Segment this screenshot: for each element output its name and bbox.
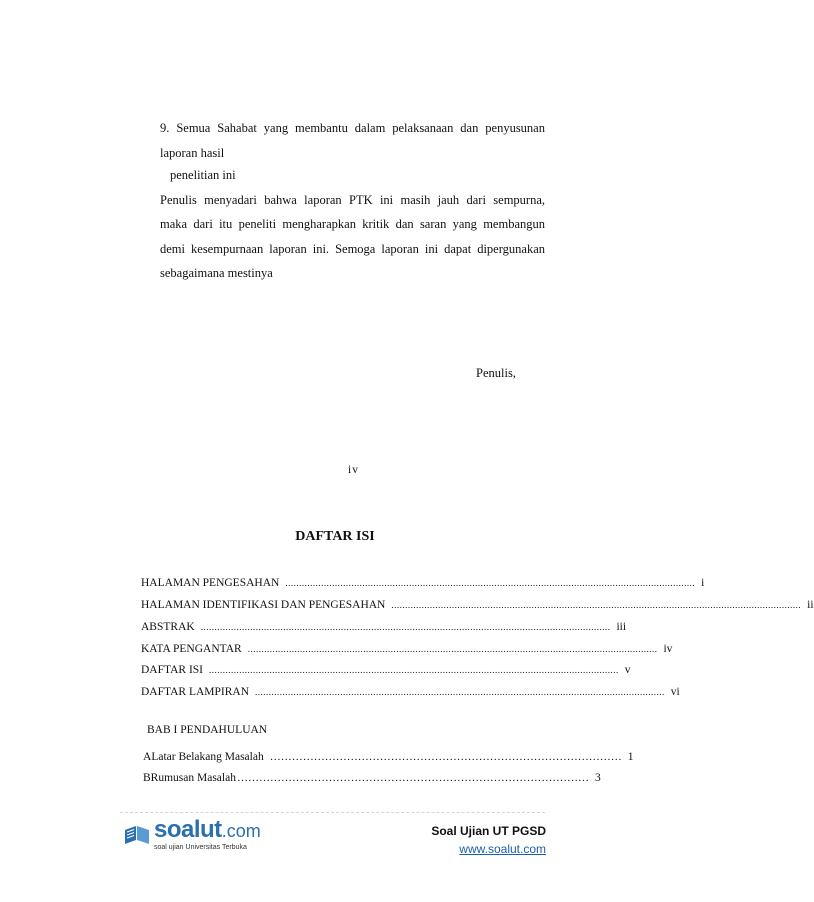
toc-entry-page: i: [701, 577, 705, 589]
toc-entry[interactable]: [141, 577, 705, 595]
logo-tagline: soal ujian Universitas Terbuka: [154, 844, 247, 851]
footer-divider: [120, 812, 545, 813]
toc-entry-label: KATA PENGANTAR: [141, 643, 242, 655]
closing-line-4: sebagaimana mestinya: [160, 266, 273, 280]
closing-line-1: Penulis menyadari bahwa laporan PTK ini masih jauh dari sempurna,: [160, 192, 545, 207]
logo-suffix: .com: [221, 821, 261, 841]
brand-title: Soal Ujian UT PGSD: [431, 824, 546, 838]
item-9-line-3: penelitian ini: [170, 168, 236, 182]
signature: Penulis,: [476, 366, 516, 380]
dot-leader: .....................................................................................................................................................: [247, 644, 658, 654]
toc-entry-page: ii: [807, 599, 814, 611]
toc-entry-label: HALAMAN IDENTIFIKASI DAN PENGESAHAN: [141, 599, 386, 611]
dot-leader: .....................................................................................................................................................: [255, 687, 665, 697]
dot-leader: .....................................................................................................................................................: [391, 600, 802, 610]
dot-leader: .....................................................................................................................................................: [209, 665, 619, 675]
toc-subentry-page: 3: [594, 772, 601, 784]
toc-entry-page: vi: [670, 686, 680, 698]
toc-subentry-letter: A: [143, 751, 152, 763]
toc-subentry-letter: B: [143, 772, 151, 784]
toc-subentry-label: Rumusan Masalah: [150, 772, 236, 784]
soalut-logo[interactable]: [122, 818, 261, 851]
dot-leader: .....................................................................................................................................................: [200, 622, 611, 632]
toc-entry-page: iii: [616, 621, 627, 633]
toc-entry[interactable]: [141, 686, 680, 704]
book-icon: [122, 820, 152, 850]
item-9-line-1: 9. Semua Sahabat yang membantu dalam pelaksanaan dan penyusunan: [160, 121, 545, 135]
logo-word: soalut: [154, 816, 222, 843]
dot-leader: ……………………………………………………………………………………: [236, 772, 589, 784]
toc-entry-page: v: [624, 664, 631, 676]
toc-subentry[interactable]: [143, 751, 634, 769]
toc-entry-page: iv: [663, 643, 673, 655]
dot-leader: .....................................................................................................................................................: [285, 578, 696, 588]
closing-line-2: maka dari itu peneliti mengharapkan kritik dan saran yang membangun: [160, 217, 545, 231]
toc-entry-label: HALAMAN PENGESAHAN: [141, 577, 280, 589]
toc-subentry[interactable]: [143, 772, 601, 790]
toc-entry-label: ABSTRAK: [141, 621, 195, 633]
dot-leader: ……………………………………………………………………………………: [269, 751, 622, 763]
toc-subentry-label: Latar Belakang Masalah: [151, 751, 264, 763]
chapter-heading: BAB I PENDAHULUAN: [147, 724, 268, 736]
toc-entry[interactable]: [141, 643, 673, 661]
closing-line-3: demi kesempurnaan laporan ini. Semoga laporan ini dapat dipergunakan: [160, 241, 545, 256]
toc-title: DAFTAR ISI: [295, 529, 375, 544]
toc-entry[interactable]: [141, 664, 631, 682]
toc-entry-label: DAFTAR LAMPIRAN: [141, 686, 250, 698]
toc-entry-label: DAFTAR ISI: [141, 664, 204, 676]
toc-subentry-page: 1: [627, 751, 634, 763]
toc-entry[interactable]: [141, 599, 814, 617]
toc-entry[interactable]: [141, 621, 627, 639]
item-9-line-2: laporan hasil: [160, 145, 225, 160]
brand-url-link[interactable]: www.soalut.com: [459, 842, 546, 856]
page-number: iv: [348, 464, 359, 476]
